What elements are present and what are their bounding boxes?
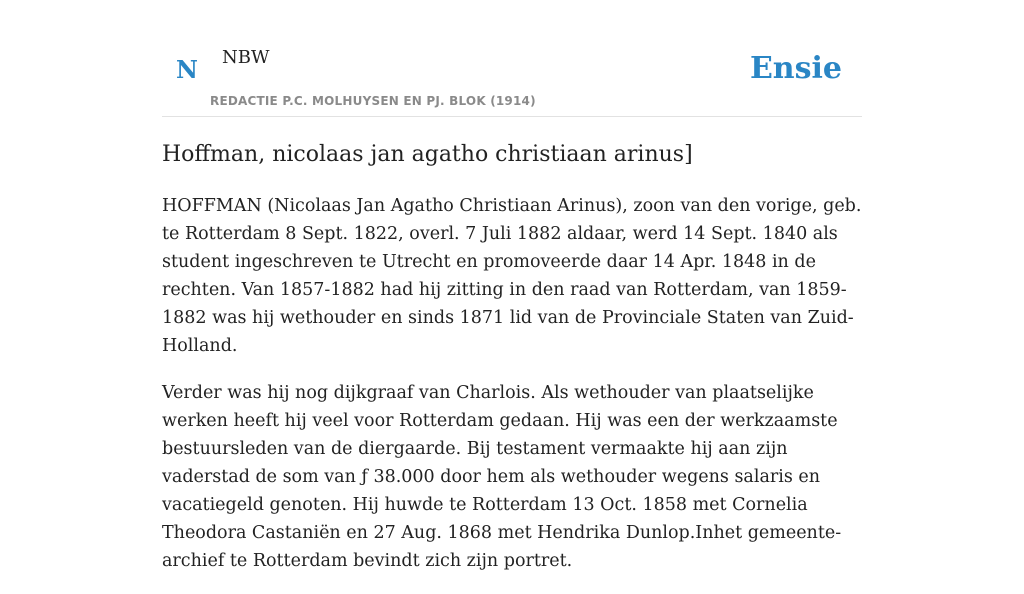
article-paragraph: Verder was hij nog dijkgraaf van Charlois. Als wethouder van plaatselijke werken heeft hij veel voor Rotterdam gedaan. Hij was een der werkzaamste bestuursleden van de diergaarde. Bij testament vermaakte hij aan zijn vaderstad de som van ƒ 38.000 door hem als wethouder wegens salaris en vacatiegeld genoten. Hij huwde te Rotterdam 13 Oct. 1858 met Cornelia Theodora Castaniën en 27 Aug. 1868 met Hendrika Dunlop.Inhet gemeente-archief te Rotterdam bevindt zich zijn portret.	[162, 383, 842, 571]
source-subtitle: REDACTIE P.C. MOLHUYSEN EN PJ. BLOK (1914)	[210, 94, 536, 108]
article-body	[162, 192, 862, 594]
article-paragraph: HOFFMAN (Nicolaas Jan Agatho Christiaan Arinus), zoon van den vorige, geb. te Rotterdam 8 Sept. 1822, overl. 7 Juli 1882 aldaar, werd 14 Sept. 1840 als student ingeschreven te Utrecht en promoveerde daar 14 Apr. 1848 in de rechten. Van 1857-1882 had hij zitting in den raad van Rotterdam, van 1859-1882 was hij wethouder en sinds 1871 lid van de Provinciale Staten van Zuid-Holland.	[162, 196, 862, 356]
source-header	[162, 0, 862, 117]
source-logo-icon[interactable]: N	[176, 55, 198, 84]
article-title: Hoffman, nicolaas jan agatho christiaan arinus]	[162, 142, 693, 167]
source-name-link[interactable]: NBW	[222, 47, 270, 68]
ensie-brand-link[interactable]: Ensie	[749, 51, 842, 86]
